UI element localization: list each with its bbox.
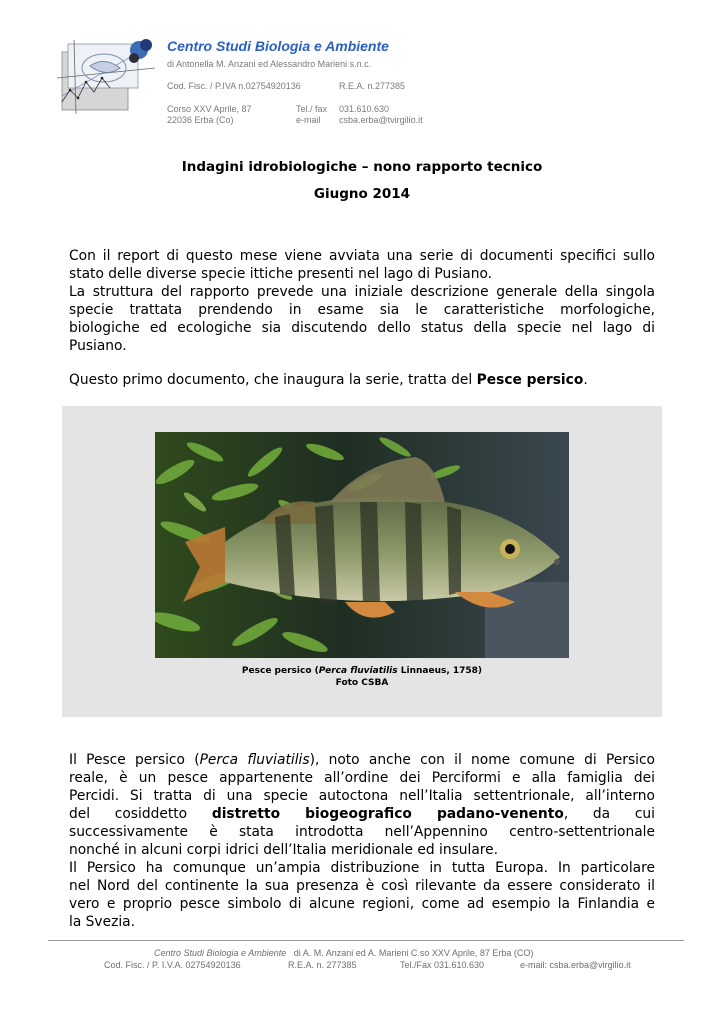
intro-paragraph	[69, 247, 655, 355]
body-text: Il Pesce persico (	[69, 752, 200, 768]
email-value: csba.erba@tvirgilio.it	[339, 115, 423, 125]
address-line2: 22036 Erba (Co)	[167, 115, 234, 125]
tel-label: Tel./ fax	[296, 104, 328, 114]
intro-line: specie trattata prendendo in esame sia le caratteristiche morfologiche,	[69, 302, 655, 318]
footer-divider	[48, 940, 684, 941]
intro-line: biologiche ed ecologiche sia discutendo dello status della specie nel lago di	[69, 320, 655, 336]
caption-text: Pesce persico (	[241, 666, 319, 676]
body-species: Perca fluviatilis	[199, 752, 310, 768]
body-line	[69, 805, 655, 823]
footer-rea: R.E.A. n. 277385	[288, 960, 357, 970]
fish-photo	[155, 432, 569, 658]
species-name-bold: Pesce persico	[476, 372, 584, 388]
footer-owners: di A. M. Anzani ed A. Marieni C.so XXV Aprile, 87 Erba (CO)	[293, 948, 534, 958]
body-line: la Svezia.	[69, 914, 136, 930]
intro-line: Pusiano.	[69, 338, 127, 354]
body-text: , da cui	[563, 806, 655, 822]
fiscal-code: Cod. Fisc. / P.IVA n.02754920136	[167, 81, 301, 91]
body-paragraph	[69, 751, 655, 931]
body-line: nonché in alcuni corpi idrici dell’Italia meridionale ed insulare.	[69, 842, 499, 858]
intro-text: Questo primo documento, che inaugura la serie, tratta del	[69, 372, 477, 388]
email-label: e-mail	[296, 115, 321, 125]
footer-fiscal: Cod. Fisc. / P. I.V.A. 02754920136	[104, 960, 241, 970]
intro-line: Con il report di questo mese viene avviata una serie di documenti specifici sullo	[69, 248, 655, 264]
company-logo	[54, 38, 158, 114]
footer-email: e-mail: csba.erba@virgilio.it	[520, 960, 631, 970]
intro-end: .	[583, 372, 588, 388]
org-owners: di Antonella M. Anzani ed Alessandro Marieni s.n.c.	[167, 59, 372, 69]
intro-line: La struttura del rapporto prevede una iniziale descrizione generale della singola	[69, 284, 655, 300]
body-line: reale, è un pesce appartenente all’ordine dei Perciformi e alla famiglia dei	[69, 770, 655, 786]
figure-credit: Foto CSBA	[335, 678, 389, 688]
document-title: Indagini idrobiologiche – nono rapporto tecnico	[181, 159, 543, 175]
body-text: ), noto anche con il nome comune di Persico	[309, 752, 655, 768]
body-line	[69, 751, 655, 769]
footer-org: Centro Studi Biologia e Ambiente	[154, 948, 287, 958]
intro-line: stato delle diverse specie ittiche presenti nel lago di Pusiano.	[69, 266, 493, 282]
footer-org-line	[154, 948, 533, 958]
body-line: vero e proprio pesce simbolo di alcune regioni, come ad esempio la Finlandia e	[69, 896, 655, 912]
tel-value: 031.610.630	[339, 104, 390, 114]
body-text: del cosiddetto	[69, 806, 212, 822]
body-line: Il Persico ha comunque un’ampia distribuzione in tutta Europa. In particolare	[69, 860, 655, 876]
body-district-bold: distretto biogeografico padano-venento	[211, 806, 564, 822]
caption-author: Linnaeus, 1758)	[397, 666, 483, 676]
org-name: Centro Studi Biologia e Ambiente	[167, 38, 389, 54]
footer-tel: Tel./Fax 031.610.630	[400, 960, 485, 970]
body-line: Percidi. Si tratta di una specie autoctona nell’Italia settentrionale, all’interno	[69, 788, 655, 804]
caption-species: Perca fluviatilis	[318, 666, 398, 676]
intro-paragraph-2	[69, 371, 655, 389]
figure-caption	[62, 666, 662, 676]
document-date: Giugno 2014	[313, 186, 411, 202]
body-line: nel Nord del continente la sua presenza è così rilevante da essere considerato il	[69, 878, 655, 894]
address-line1: Corso XXV Aprile, 87	[167, 104, 252, 114]
rea-number: R.E.A. n.277385	[339, 81, 406, 91]
body-line: successivamente è stata introdotta nell’Appennino centro-settentrionale	[69, 824, 655, 840]
